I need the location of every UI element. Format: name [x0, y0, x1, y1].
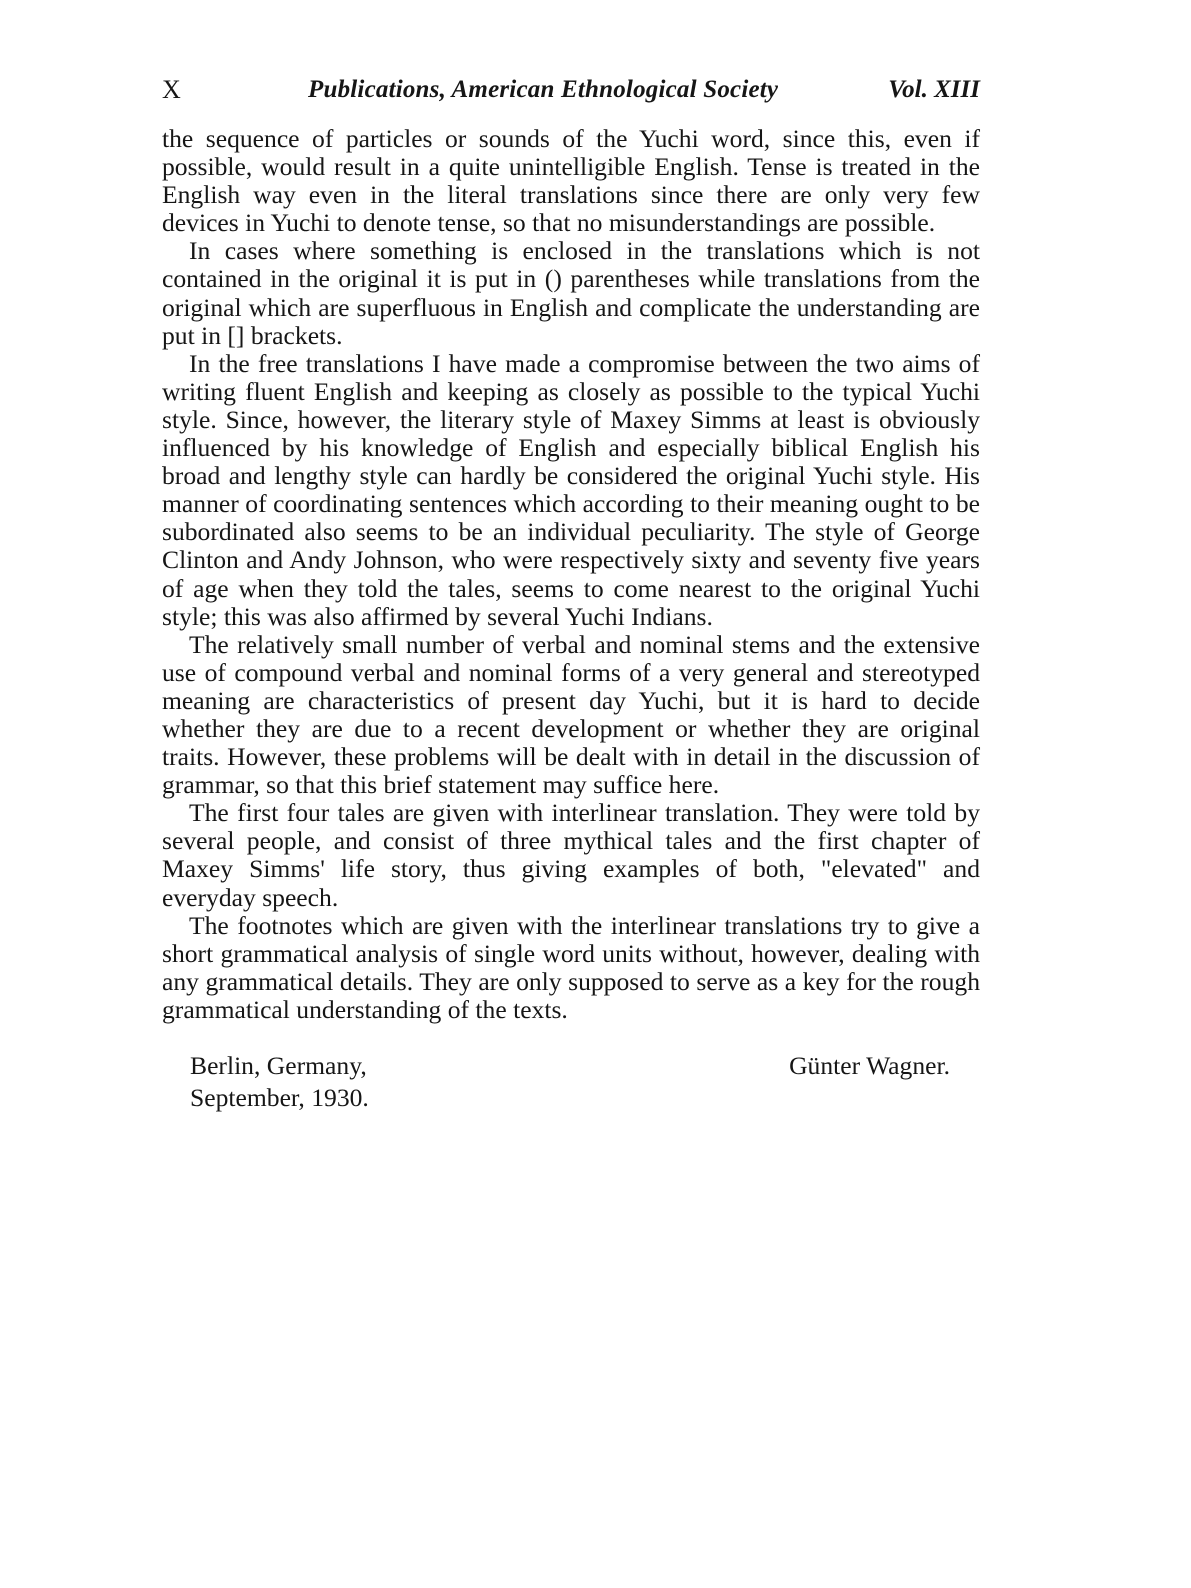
paragraph-parentheses-brackets: In cases where something is enclosed in the translations which is not contained in the original it is put in () parentheses while translations from the original which are superfluous in English and complicate the understanding are put in [] brackets.	[162, 236, 980, 350]
paragraph-first-four-tales: The first four tales are given with interlinear translation. They were told by several people, and consist of three mythical tales and the first chapter of Maxey Simms' life story, thus giving examples of both, "elevated" and everyday speech.	[162, 798, 980, 912]
paragraph-verbal-nominal-stems: The relatively small number of verbal and nominal stems and the extensive use of compound verbal and nominal forms of a very general and stereotyped meaning are characteristics of present day Yuchi, but it is hard to decide whether they are due to a recent development or whether they are original traits. However, these problems will be dealt with in detail in the discussion of grammar, so that this brief statement may suffice here.	[162, 629, 980, 800]
running-head	[162, 70, 980, 110]
paragraph-free-translations: In the free translations I have made a compromise between the two aims of writing fluent English and keeping as closely as possible to the typical Yuchi style. Since, however, the literary style of Maxey Simms at least is obviously influenced by his knowledge of English and especially biblical English his broad and lengthy style can hardly be considered the original Yuchi style. His manner of coordinating sentences which according to their meaning ought to be subordinated also seems to be an individual peculiarity. The style of George Clinton and Andy Johnson, who were respectively sixty and seventy five years of age when they told the tales, seems to come nearest to the original Yuchi style; this was also affirmed by several Yuchi Indians.	[162, 348, 980, 631]
signature-place: Berlin, Germany,	[190, 1051, 367, 1080]
body-text	[162, 125, 980, 1024]
journal-title: Publications, American Ethnological Society	[308, 76, 779, 103]
signature-author: Günter Wagner.	[789, 1051, 950, 1080]
paragraph-footnotes: The footnotes which are given with the interlinear translations try to give a short grammatical analysis of single word units without, however, dealing with any grammatical details. They are only supposed to serve as a key for the rough grammatical understanding of the texts.	[162, 910, 980, 1024]
paragraph-continued: the sequence of particles or sounds of the Yuchi word, since this, even if possible, would result in a quite unintelligible English. Tense is treated in the English way even in the literal translations since there are only very few devices in Yuchi to denote tense, so that no misunderstandings are possible.	[162, 124, 980, 238]
signature-block	[162, 1050, 980, 1114]
document-page	[162, 70, 980, 1114]
volume-label: Vol. XIII	[888, 76, 980, 103]
page-number: X	[162, 75, 181, 104]
signature-date: September, 1930.	[190, 1083, 369, 1112]
